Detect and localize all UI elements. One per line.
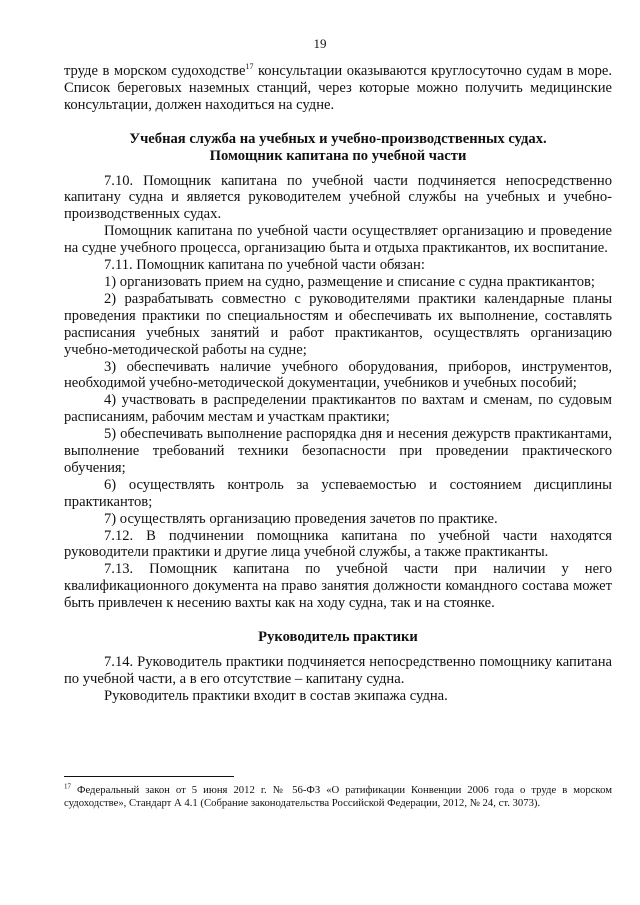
paragraph-7-11: 7.11. Помощник капитана по учебной части обязан: [104, 257, 425, 274]
section-heading-line1: Учебная служба на учебных и учебно-производственных судах. [129, 130, 547, 147]
section-heading-training-service [64, 131, 612, 165]
footnote-reference: 17 [245, 62, 254, 72]
list-item-5: 5) обеспечивать выполнение распорядка дня и несения дежурств практикантами, выполнение требований техники безопасности при проведении практического обучения; [64, 426, 612, 476]
footnote [64, 784, 612, 810]
list-item-4: 4) участвовать в распределении практикантов по вахтам и сменам, по судовым расписаниям, рабочим местам и участкам практики; [64, 392, 612, 426]
section-heading-line2: Помощник капитана по учебной части [209, 147, 467, 164]
list-item-3: 3) обеспечивать наличие учебного оборудования, приборов, инструментов, необходимой учебно-методической документации, учебников и учебных пособий; [64, 358, 612, 392]
list-item-1: 1) организовать прием на судно, размещение и списание с судна практикантов; [104, 273, 595, 290]
paragraph-7-14: 7.14. Руководитель практики подчиняется непосредственно помощнику капитана по учебной части, а в его отсутствие – капитану судна. [64, 654, 612, 687]
paragraph-7-12: 7.12. В подчинении помощника капитана по учебной части находятся руководители практики и другие лица учебной службы, а также практиканты. [64, 527, 612, 561]
paragraph-7-10: 7.10. Помощник капитана по учебной части подчиняется непосредственно капитану судна и является руководителем учебной службы на учебных и учебно-производственных судах. [64, 172, 612, 223]
intro-paragraph [64, 63, 612, 114]
footnote-text: Федеральный закон от 5 июня 2012 г. № 56-ФЗ «О ратификации Конвенции 2006 года о труде в морском судоходстве», Стандарт А 4.1 (Собрание законодательства Российской Федерации, 2012, № 24, ст. 3073). [64, 784, 612, 810]
paragraph-7-13: 7.13. Помощник капитана по учебной части при наличии у него квалификационного документа на право занятия должности командного состава может быть привлечен к несению вахты как на ходу судна, так и на стоянке. [64, 561, 612, 612]
intro-text-part1: труде в морском судоходстве [64, 63, 246, 79]
list-item-2: 2) разрабатывать совместно с руководителями практики календарные планы проведения практики по специальностям и обеспечивать их выполнение, составлять расписания учебных занятий и работ практикантов, осуществлять организацию учебно-методической работы на судне; [64, 290, 612, 358]
list-item-7: 7) осуществлять организацию проведения зачетов по практике. [104, 510, 498, 527]
footnote-separator [64, 776, 234, 777]
page-number: 19 [313, 36, 327, 51]
paragraph-duties-overview: Помощник капитана по учебной части осуществляет организацию и проведение на судне учебного процесса, организацию быта и отдыха практикантов, их воспитание. [64, 223, 612, 257]
page-body [64, 63, 612, 705]
section-heading-practice-leader: Руководитель практики [258, 629, 418, 646]
list-item-6: 6) осуществлять контроль за успеваемостью и состоянием дисциплины практикантов; [64, 476, 612, 510]
footnote-mark: 17 [64, 782, 71, 791]
intro-text-part2: консультации оказываются круглосуточно судам в море. Список береговых наземных станций, через которые можно получить медицинские консультации, должен находиться на судне. [64, 63, 613, 113]
paragraph-crew-membership: Руководитель практики входит в состав экипажа судна. [104, 687, 448, 704]
